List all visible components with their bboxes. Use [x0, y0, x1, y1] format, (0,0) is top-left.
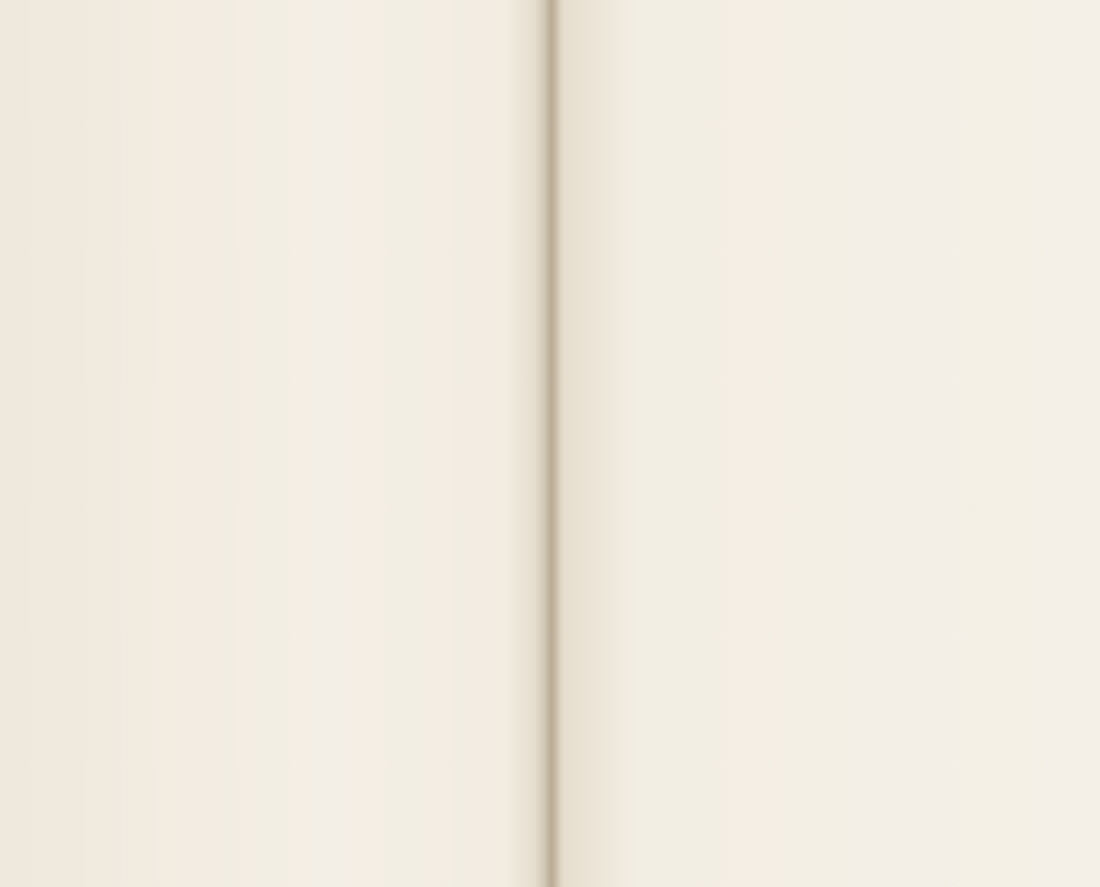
right-page	[560, 0, 1100, 887]
left-page	[0, 0, 540, 887]
